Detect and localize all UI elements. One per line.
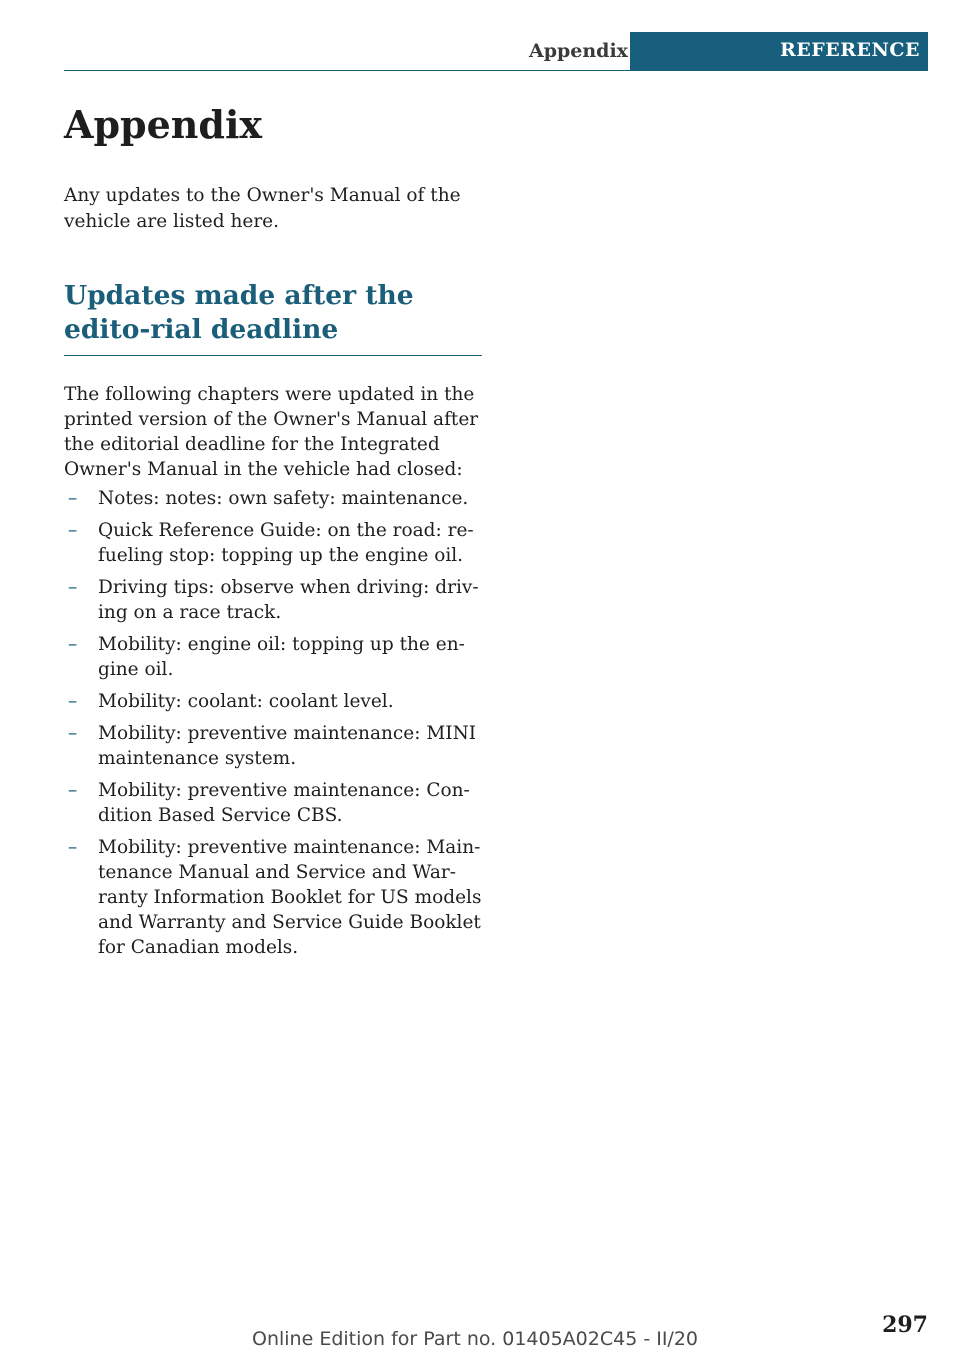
list-item — [64, 518, 482, 568]
list-item — [64, 632, 482, 682]
dash-bullet-icon: – — [68, 634, 78, 656]
main-content — [64, 100, 482, 967]
dash-bullet-icon: – — [68, 837, 78, 859]
list-item-text: Mobility: preventive maintenance: Main-tenance Manual and Service and War-ranty Information Booklet for US models and Warranty and Service Guide Booklet for Canadian models. — [98, 837, 482, 959]
page-number: 297 — [882, 1312, 928, 1338]
list-item-text: Quick Reference Guide: on the road: re-fueling stop: topping up the engine oil. — [98, 520, 474, 567]
list-item — [64, 689, 482, 714]
list-item — [64, 721, 482, 771]
dash-bullet-icon: – — [68, 488, 78, 510]
body-paragraph: The following chapters were updated in the printed version of the Owner's Manual after the editorial deadline for the Integrated Owner's Manual in the vehicle had closed: — [64, 384, 479, 481]
list-item-text: Mobility: preventive maintenance: MINI maintenance system. — [98, 723, 477, 770]
list-item — [64, 575, 482, 625]
list-item-text: Mobility: engine oil: topping up the en-gine oil. — [98, 634, 465, 681]
dash-bullet-icon: – — [68, 577, 78, 599]
dash-bullet-icon: – — [68, 780, 78, 802]
intro-paragraph: Any updates to the Owner's Manual of the vehicle are listed here. — [64, 185, 461, 233]
updated-chapters-list — [64, 486, 482, 960]
list-item-text: Mobility: preventive maintenance: Con-dition Based Service CBS. — [98, 780, 470, 827]
dash-bullet-icon: – — [68, 723, 78, 745]
list-item — [64, 778, 482, 828]
list-item — [64, 835, 482, 960]
list-item-text: Notes: notes: own safety: maintenance. — [98, 488, 469, 510]
dash-bullet-icon: – — [68, 520, 78, 542]
page-header — [64, 32, 928, 71]
list-item — [64, 486, 482, 511]
header-chapter-tab: REFERENCE — [630, 32, 928, 70]
page-title: Appendix — [64, 102, 263, 147]
list-item-text: Mobility: coolant: coolant level. — [98, 691, 394, 713]
dash-bullet-icon: – — [68, 691, 78, 713]
footer-edition-text: Online Edition for Part no. 01405A02C45 - II/20 — [252, 1328, 699, 1350]
section-heading: Updates made after the edito-rial deadline — [64, 279, 482, 356]
list-item-text: Driving tips: observe when driving: driv-ing on a race track. — [98, 577, 479, 624]
header-section-title: Appendix — [528, 40, 628, 62]
